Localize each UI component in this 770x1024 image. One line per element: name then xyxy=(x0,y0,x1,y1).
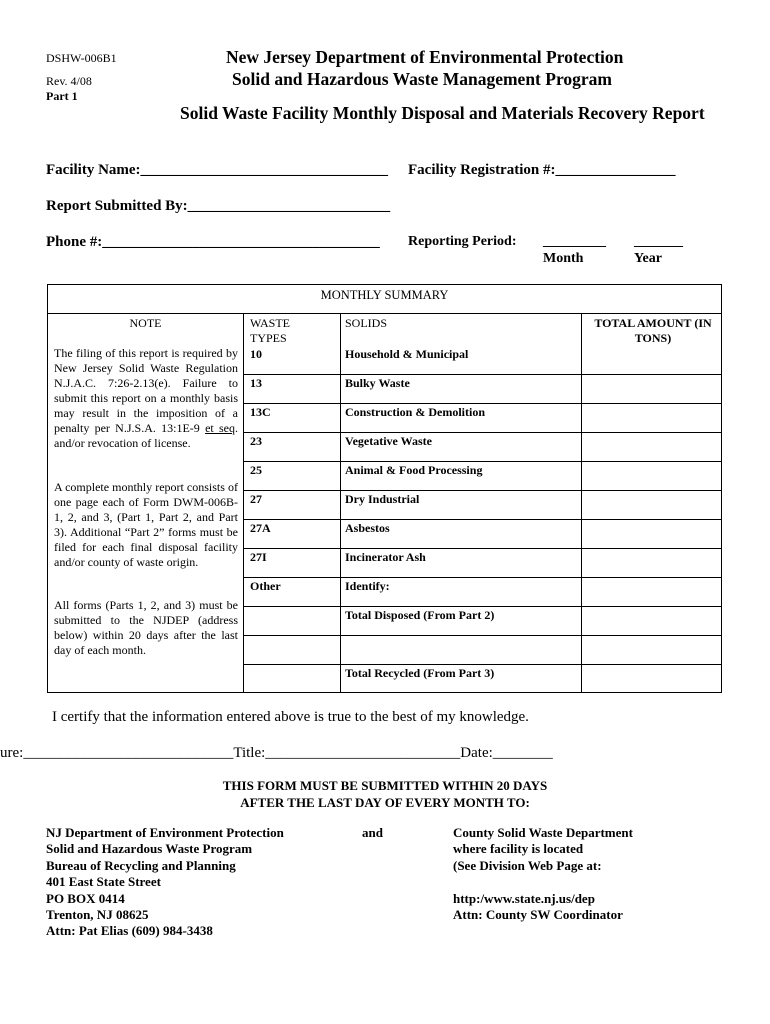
month-blank[interactable]: _________ xyxy=(543,234,606,249)
note-paragraph-3: All forms (Parts 1, 2, and 3) must be submitted to the NJDEP (address below) within 20 days after the last day of each month. xyxy=(54,598,238,657)
total-amount-input[interactable] xyxy=(582,520,722,547)
total-recycled-label: Total Recycled (From Part 3) xyxy=(345,666,495,680)
total-amount-header: TOTAL AMOUNT (IN TONS) xyxy=(594,316,712,345)
year-label: Year xyxy=(634,251,662,266)
total-amount-input[interactable] xyxy=(582,491,722,518)
monthly-summary-table xyxy=(47,284,722,693)
report-title: Solid Waste Facility Monthly Disposal and Materials Recovery Report xyxy=(180,103,705,123)
phone-field[interactable]: Phone #:_____________________________________ xyxy=(46,234,380,250)
waste-types-header: WASTE TYPES xyxy=(250,316,290,345)
solids-description: Identify: xyxy=(345,579,390,593)
address-line: Solid and Hazardous Waste Program xyxy=(46,841,253,857)
report-submitted-by-field[interactable]: Report Submitted By:___________________________ xyxy=(46,198,391,214)
solids-description: Bulky Waste xyxy=(345,376,410,390)
solids-description: Animal & Food Processing xyxy=(345,463,483,477)
dep-web-link[interactable]: http:/www.state.nj.us/dep xyxy=(453,890,595,906)
total-amount-input[interactable] xyxy=(582,549,722,576)
waste-type-code: 13 xyxy=(250,376,262,390)
solids-description: Vegetative Waste xyxy=(345,434,432,448)
address-line: Trenton, NJ 08625 xyxy=(46,907,149,923)
total-amount-input[interactable] xyxy=(582,404,722,431)
total-amount-input[interactable] xyxy=(582,578,722,605)
submit-instruction-line-2: AFTER THE LAST DAY OF EVERY MONTH TO: xyxy=(240,795,530,810)
njdep-address xyxy=(46,825,284,940)
note-header: NOTE xyxy=(129,316,162,330)
address-line: County Solid Waste Department xyxy=(453,825,633,840)
waste-type-code: 23 xyxy=(250,434,262,448)
solids-description: Asbestos xyxy=(345,521,390,535)
county-address xyxy=(453,825,633,923)
address-line: Bureau of Recycling and Planning xyxy=(46,857,236,873)
waste-type-code: 25 xyxy=(250,463,262,477)
waste-type-code: 27I xyxy=(250,550,267,564)
monthly-summary-title: MONTHLY SUMMARY xyxy=(48,285,721,314)
department-title: New Jersey Department of Environmental Protection xyxy=(226,47,624,67)
submit-instruction-line-1: THIS FORM MUST BE SUBMITTED WITHIN 20 DAYS xyxy=(222,778,548,793)
total-amount-input[interactable] xyxy=(582,347,722,374)
address-line: Attn: Pat Elias (609) 984-3438 xyxy=(46,923,213,939)
address-line: NJ Department of Environment Protection xyxy=(46,825,284,840)
address-line: 401 East State Street xyxy=(46,874,161,890)
solids-description: Household & Municipal xyxy=(345,347,469,361)
reporting-period-label: Reporting Period: xyxy=(408,234,517,249)
revision-date: Rev. 4/08 xyxy=(46,74,92,88)
address-line: where facility is located xyxy=(453,841,584,857)
solids-header: SOLIDS xyxy=(345,316,388,330)
and-connector: and xyxy=(362,825,383,840)
signature-title-date-line[interactable]: ure:____________________________Title:__________________________Date:________ xyxy=(0,745,553,761)
total-amount-input[interactable] xyxy=(582,665,722,692)
form-id: DSHW-006B1 xyxy=(46,51,117,65)
address-spacer xyxy=(453,874,633,890)
total-amount-input[interactable] xyxy=(582,636,722,663)
waste-type-code: 27A xyxy=(250,521,271,535)
total-amount-input[interactable] xyxy=(582,375,722,402)
solids-description: Incinerator Ash xyxy=(345,550,426,564)
solids-description: Dry Industrial xyxy=(345,492,420,506)
total-amount-input[interactable] xyxy=(582,607,722,634)
waste-type-code: 10 xyxy=(250,347,262,361)
waste-type-code: Other xyxy=(250,579,281,593)
total-disposed-label: Total Disposed (From Part 2) xyxy=(345,608,495,622)
month-label: Month xyxy=(543,251,584,266)
note-paragraph-1: The filing of this report is required by New Jersey Solid Waste Regulation N.J.A.C. 7:26-2.13(e). Failure to submit this report on a monthly basis may result in the imposition of a penalty per N.J.S.A. 13:1E-9 et seq. and/or revocation of license. xyxy=(54,346,239,450)
address-line: PO BOX 0414 xyxy=(46,890,125,906)
waste-type-code: 27 xyxy=(250,492,262,506)
note-paragraph-2: A complete monthly report consists of one page each of Form DWM-006B-1, 2, and 3, (Part 1, Part 2, and Part 3). Additional “Part 2” forms must be filed for each final disposal facility and/or county of waste origin. xyxy=(54,480,238,569)
year-blank[interactable]: _______ xyxy=(634,234,683,249)
total-amount-input[interactable] xyxy=(582,433,722,460)
address-line: Attn: County SW Coordinator xyxy=(453,907,623,923)
program-title: Solid and Hazardous Waste Management Program xyxy=(232,69,612,89)
facility-name-field[interactable]: Facility Name:_________________________________ xyxy=(46,162,389,178)
address-line: (See Division Web Page at: xyxy=(453,857,602,873)
waste-type-code: 13C xyxy=(250,405,271,419)
total-amount-input[interactable] xyxy=(582,462,722,489)
part-label: Part 1 xyxy=(46,89,78,103)
solids-description: Construction & Demolition xyxy=(345,405,485,419)
facility-registration-field[interactable]: Facility Registration #:________________ xyxy=(408,162,676,178)
certification-statement: I certify that the information entered above is true to the best of my knowledge. xyxy=(52,709,529,725)
